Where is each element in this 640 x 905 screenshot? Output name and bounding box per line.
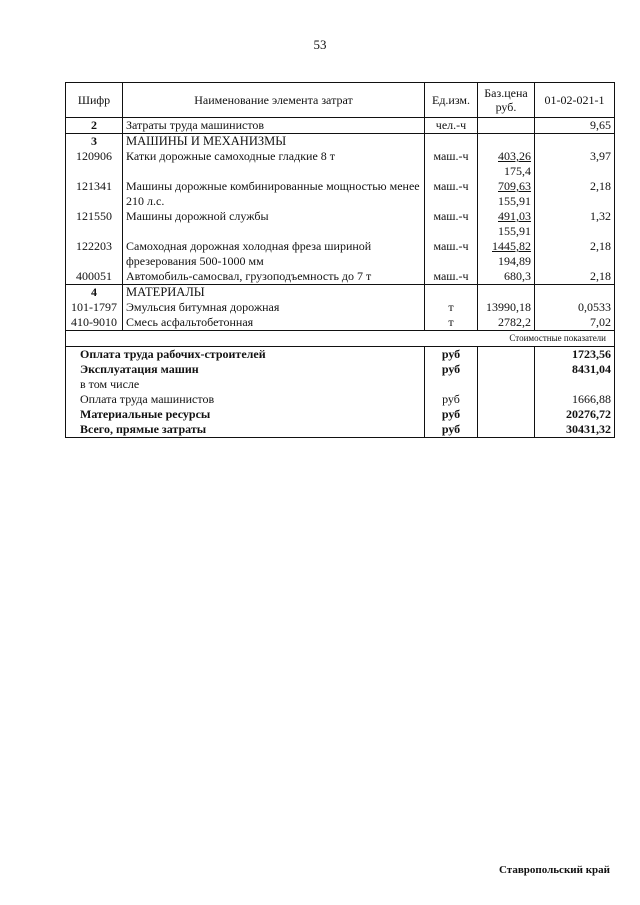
row-code: 400051 bbox=[66, 269, 123, 285]
table-row bbox=[66, 149, 615, 179]
row-price bbox=[478, 118, 535, 134]
price-total: 491,03 bbox=[498, 209, 531, 223]
row-code: 410-9010 bbox=[66, 315, 123, 331]
row-price bbox=[478, 209, 535, 239]
row-price bbox=[478, 149, 535, 179]
row-value: 7,02 bbox=[535, 315, 615, 331]
section-row bbox=[66, 285, 615, 301]
row-code: 122203 bbox=[66, 239, 123, 269]
row-unit: маш.-ч bbox=[425, 179, 478, 209]
cost-indicators-label: Стоимостные показатели bbox=[66, 331, 615, 347]
summary-unit: руб bbox=[425, 362, 478, 377]
row-unit: чел.-ч bbox=[425, 118, 478, 134]
header-code: Шифр bbox=[66, 83, 123, 118]
table-header-row bbox=[66, 83, 615, 118]
summary-label: Всего, прямые затраты bbox=[66, 422, 425, 438]
table-row bbox=[66, 239, 615, 269]
summary-label: Оплата труда рабочих-строителей bbox=[66, 347, 425, 363]
row-unit: т bbox=[425, 300, 478, 315]
header-price bbox=[478, 83, 535, 118]
row-value: 1,32 bbox=[535, 209, 615, 239]
row-price: 13990,18 bbox=[478, 300, 535, 315]
section-code: 4 bbox=[66, 285, 123, 301]
row-name: Катки дорожные самоходные гладкие 8 т bbox=[123, 149, 425, 179]
price-total: 403,26 bbox=[498, 149, 531, 163]
table-row bbox=[66, 300, 615, 315]
row-name: Смесь асфальтобетонная bbox=[123, 315, 425, 331]
row-value: 2,18 bbox=[535, 179, 615, 209]
summary-row bbox=[66, 377, 615, 392]
header-norm: 01-02-021-1 bbox=[535, 83, 615, 118]
row-name: Самоходная дорожная холодная фреза шириной фрезерования 500-1000 мм bbox=[123, 239, 425, 269]
summary-value: 1723,56 bbox=[535, 347, 615, 363]
summary-value: 20276,72 bbox=[535, 407, 615, 422]
summary-row bbox=[66, 422, 615, 438]
region-footer: Ставропольский край bbox=[498, 864, 610, 876]
row-value: 2,18 bbox=[535, 239, 615, 269]
price-wage: 194,89 bbox=[498, 254, 531, 268]
header-price-line1: Баз.цена bbox=[484, 86, 528, 100]
row-name: Машины дорожные комбинированные мощностью менее 210 л.с. bbox=[123, 179, 425, 209]
row-unit: маш.-ч bbox=[425, 209, 478, 239]
row-code: 121341 bbox=[66, 179, 123, 209]
row-code: 120906 bbox=[66, 149, 123, 179]
row-value: 3,97 bbox=[535, 149, 615, 179]
summary-label: Материальные ресурсы bbox=[66, 407, 425, 422]
table-row bbox=[66, 118, 615, 134]
summary-row bbox=[66, 407, 615, 422]
row-value: 2,18 bbox=[535, 269, 615, 285]
price-wage: 155,91 bbox=[498, 224, 531, 238]
row-price bbox=[478, 179, 535, 209]
row-code: 2 bbox=[66, 118, 123, 134]
header-price-line2: руб. bbox=[495, 100, 517, 114]
row-name: Автомобиль-самосвал, грузоподъемность до 7 т bbox=[123, 269, 425, 285]
section-title: МАШИНЫ И МЕХАНИЗМЫ bbox=[123, 134, 425, 150]
section-title: МАТЕРИАЛЫ bbox=[123, 285, 425, 301]
row-code: 121550 bbox=[66, 209, 123, 239]
cost-header-row bbox=[66, 331, 615, 347]
table-row bbox=[66, 209, 615, 239]
price-total: 1445,82 bbox=[492, 239, 531, 253]
summary-row bbox=[66, 392, 615, 407]
price-total: 709,63 bbox=[498, 179, 531, 193]
summary-value: 8431,04 bbox=[535, 362, 615, 377]
table-row bbox=[66, 315, 615, 331]
row-price bbox=[478, 239, 535, 269]
summary-unit: руб bbox=[425, 422, 478, 438]
summary-label: Оплата труда машинистов bbox=[66, 392, 425, 407]
summary-row bbox=[66, 347, 615, 363]
price-wage: 155,91 bbox=[498, 194, 531, 208]
header-name: Наименование элемента затрат bbox=[123, 83, 425, 118]
row-name: Эмульсия битумная дорожная bbox=[123, 300, 425, 315]
row-price: 680,3 bbox=[478, 269, 535, 285]
row-value: 0,0533 bbox=[535, 300, 615, 315]
section-code: 3 bbox=[66, 134, 123, 150]
summary-label: Эксплуатация машин bbox=[66, 362, 425, 377]
header-unit: Ед.изм. bbox=[425, 83, 478, 118]
summary-unit: руб bbox=[425, 347, 478, 363]
summary-unit: руб bbox=[425, 392, 478, 407]
page-number: 53 bbox=[313, 37, 327, 52]
section-row bbox=[66, 134, 615, 150]
cost-table bbox=[65, 82, 615, 438]
summary-value: 1666,88 bbox=[535, 392, 615, 407]
price-wage: 175,4 bbox=[504, 164, 531, 178]
summary-unit: руб bbox=[425, 407, 478, 422]
row-code: 101-1797 bbox=[66, 300, 123, 315]
row-unit: маш.-ч bbox=[425, 269, 478, 285]
row-unit: маш.-ч bbox=[425, 239, 478, 269]
row-unit: маш.-ч bbox=[425, 149, 478, 179]
summary-value: 30431,32 bbox=[535, 422, 615, 438]
row-price: 2782,2 bbox=[478, 315, 535, 331]
row-name: Машины дорожной службы bbox=[123, 209, 425, 239]
table-row bbox=[66, 179, 615, 209]
summary-row bbox=[66, 362, 615, 377]
row-value: 9,65 bbox=[535, 118, 615, 134]
row-unit: т bbox=[425, 315, 478, 331]
summary-label: в том числе bbox=[66, 377, 425, 392]
table-row bbox=[66, 269, 615, 285]
row-name: Затраты труда машинистов bbox=[123, 118, 425, 134]
